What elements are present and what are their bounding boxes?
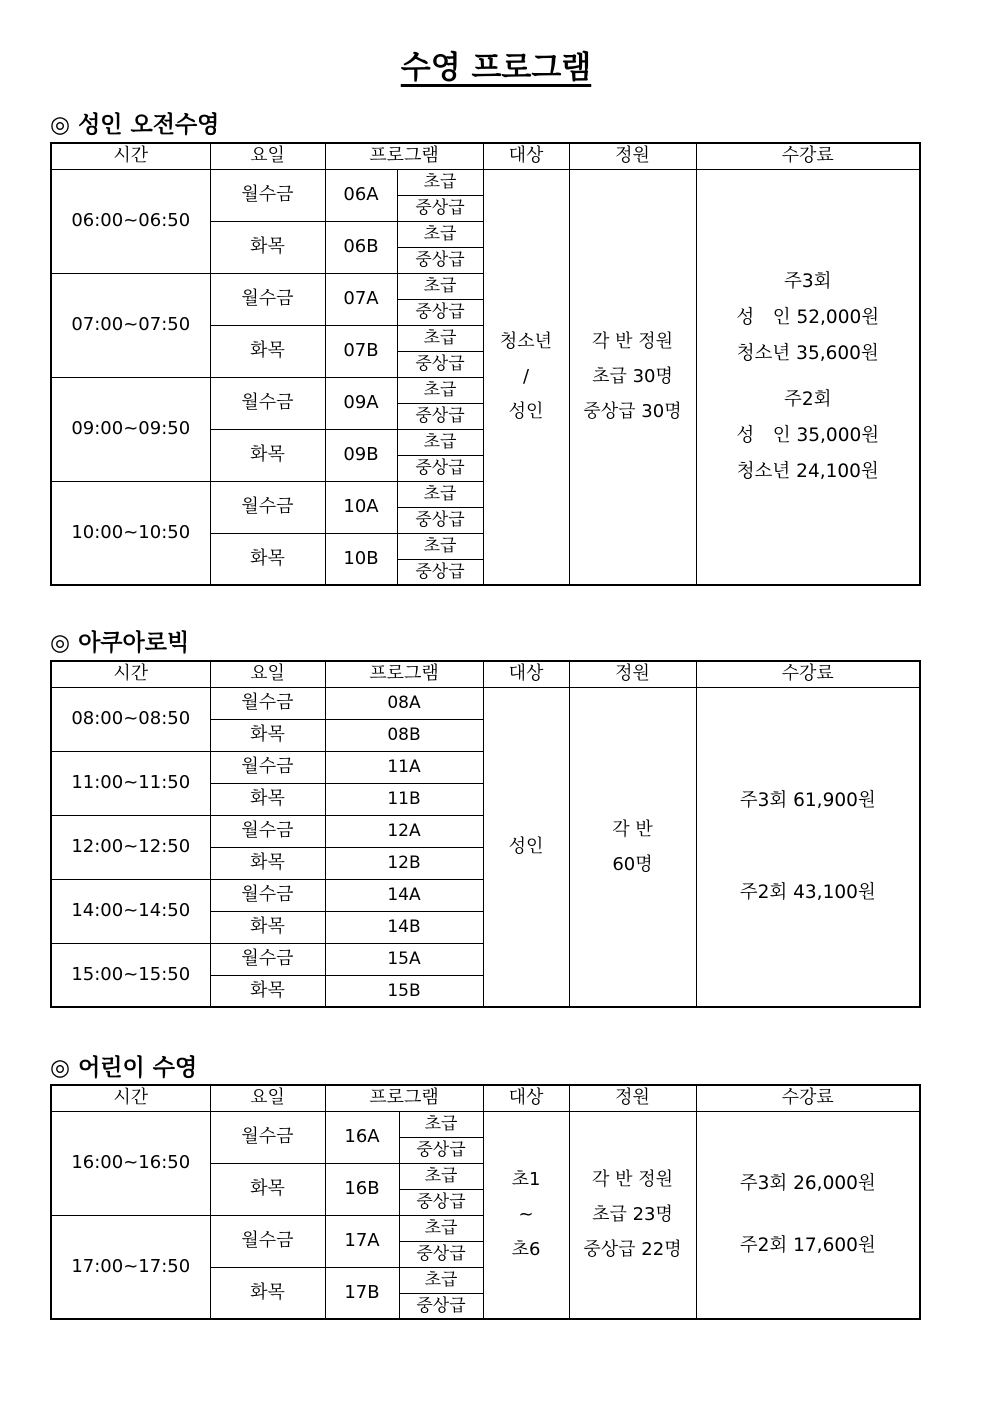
program-code: 12B [325,847,483,879]
program-code: 09B [325,429,397,481]
header-program: 프로그램 [325,1085,483,1111]
program-code: 08B [325,719,483,751]
section-title-children: ◎ 어린이 수영 [50,1055,198,1081]
target-cell: 청소년 / 성인 [483,169,569,585]
day-cell: 화목 [210,1163,325,1215]
program-code: 17B [325,1267,399,1319]
header-program: 프로그램 [325,661,483,687]
header-time: 시간 [51,661,210,687]
day-cell: 화목 [210,783,325,815]
day-cell: 월수금 [210,943,325,975]
header-capacity: 정원 [569,661,696,687]
day-cell: 화목 [210,533,325,585]
fee-cell: 주3회 성 인 52,000원 청소년 35,600원 주2회 성 인 35,000원 청소년 24,100원 [696,169,920,585]
level-cell: 중상급 [399,1241,483,1267]
day-cell: 월수금 [210,169,325,221]
capacity-cell: 각 반 정원 초급 30명 중상급 30명 [569,169,696,585]
capacity-cell: 각 반 60명 [569,687,696,1007]
day-cell: 화목 [210,975,325,1007]
header-day: 요일 [210,1085,325,1111]
header-time: 시간 [51,1085,210,1111]
section-title-adult-morning: ◎ 성인 오전수영 [50,112,220,138]
program-code: 17A [325,1215,399,1267]
header-target: 대상 [483,143,569,169]
schedule-table-aquarobics [50,660,921,1008]
day-cell: 월수금 [210,687,325,719]
day-cell: 월수금 [210,273,325,325]
header-day: 요일 [210,143,325,169]
section-title-aquarobics: ◎ 아쿠아로빅 [50,630,190,656]
fee-cell: 주3회 26,000원 주2회 17,600원 [696,1111,920,1319]
level-cell: 초급 [397,377,483,403]
time-cell: 06:00~06:50 [51,169,210,273]
level-cell: 초급 [399,1111,483,1137]
program-code: 07A [325,273,397,325]
fee-cell: 주3회 61,900원 주2회 43,100원 [696,687,920,1007]
time-cell: 12:00~12:50 [51,815,210,879]
page-title: 수영 프로그램 [400,50,592,86]
schedule-table-children [50,1084,921,1320]
header-time: 시간 [51,143,210,169]
day-cell: 월수금 [210,481,325,533]
day-cell: 월수금 [210,879,325,911]
program-code: 06B [325,221,397,273]
level-cell: 초급 [399,1163,483,1189]
level-cell: 중상급 [397,455,483,481]
header-fee: 수강료 [696,143,920,169]
level-cell: 중상급 [399,1137,483,1163]
header-capacity: 정원 [569,1085,696,1111]
time-cell: 10:00~10:50 [51,481,210,585]
header-fee: 수강료 [696,661,920,687]
header-day: 요일 [210,661,325,687]
day-cell: 화목 [210,325,325,377]
header-program: 프로그램 [325,143,483,169]
capacity-cell: 각 반 정원 초급 23명 중상급 22명 [569,1111,696,1319]
day-cell: 월수금 [210,751,325,783]
day-cell: 화목 [210,429,325,481]
program-code: 15B [325,975,483,1007]
program-code: 15A [325,943,483,975]
level-cell: 중상급 [397,195,483,221]
time-cell: 17:00~17:50 [51,1215,210,1319]
program-code: 12A [325,815,483,847]
level-cell: 초급 [399,1267,483,1293]
time-cell: 16:00~16:50 [51,1111,210,1215]
level-cell: 초급 [397,221,483,247]
program-code: 10A [325,481,397,533]
level-cell: 중상급 [397,507,483,533]
level-cell: 중상급 [397,299,483,325]
level-cell: 중상급 [399,1293,483,1319]
target-cell: 성인 [483,687,569,1007]
program-code: 16B [325,1163,399,1215]
level-cell: 초급 [397,533,483,559]
level-cell: 중상급 [397,403,483,429]
level-cell: 중상급 [397,559,483,585]
day-cell: 월수금 [210,377,325,429]
day-cell: 화목 [210,719,325,751]
program-code: 10B [325,533,397,585]
program-code: 07B [325,325,397,377]
program-code: 16A [325,1111,399,1163]
time-cell: 07:00~07:50 [51,273,210,377]
header-capacity: 정원 [569,143,696,169]
day-cell: 화목 [210,847,325,879]
level-cell: 초급 [397,429,483,455]
program-code: 08A [325,687,483,719]
level-cell: 초급 [397,481,483,507]
header-fee: 수강료 [696,1085,920,1111]
day-cell: 화목 [210,1267,325,1319]
day-cell: 화목 [210,911,325,943]
level-cell: 중상급 [397,247,483,273]
day-cell: 월수금 [210,1215,325,1267]
program-code: 11B [325,783,483,815]
day-cell: 화목 [210,221,325,273]
time-cell: 08:00~08:50 [51,687,210,751]
level-cell: 초급 [397,273,483,299]
time-cell: 14:00~14:50 [51,879,210,943]
program-code: 14B [325,911,483,943]
header-target: 대상 [483,661,569,687]
time-cell: 11:00~11:50 [51,751,210,815]
level-cell: 초급 [397,169,483,195]
program-code: 06A [325,169,397,221]
day-cell: 월수금 [210,815,325,847]
schedule-table-adult-morning [50,142,921,586]
level-cell: 초급 [397,325,483,351]
program-code: 09A [325,377,397,429]
program-code: 14A [325,879,483,911]
day-cell: 월수금 [210,1111,325,1163]
time-cell: 15:00~15:50 [51,943,210,1007]
level-cell: 중상급 [399,1189,483,1215]
level-cell: 초급 [399,1215,483,1241]
time-cell: 09:00~09:50 [51,377,210,481]
header-target: 대상 [483,1085,569,1111]
level-cell: 중상급 [397,351,483,377]
program-code: 11A [325,751,483,783]
target-cell: 초1 ~ 초6 [483,1111,569,1319]
